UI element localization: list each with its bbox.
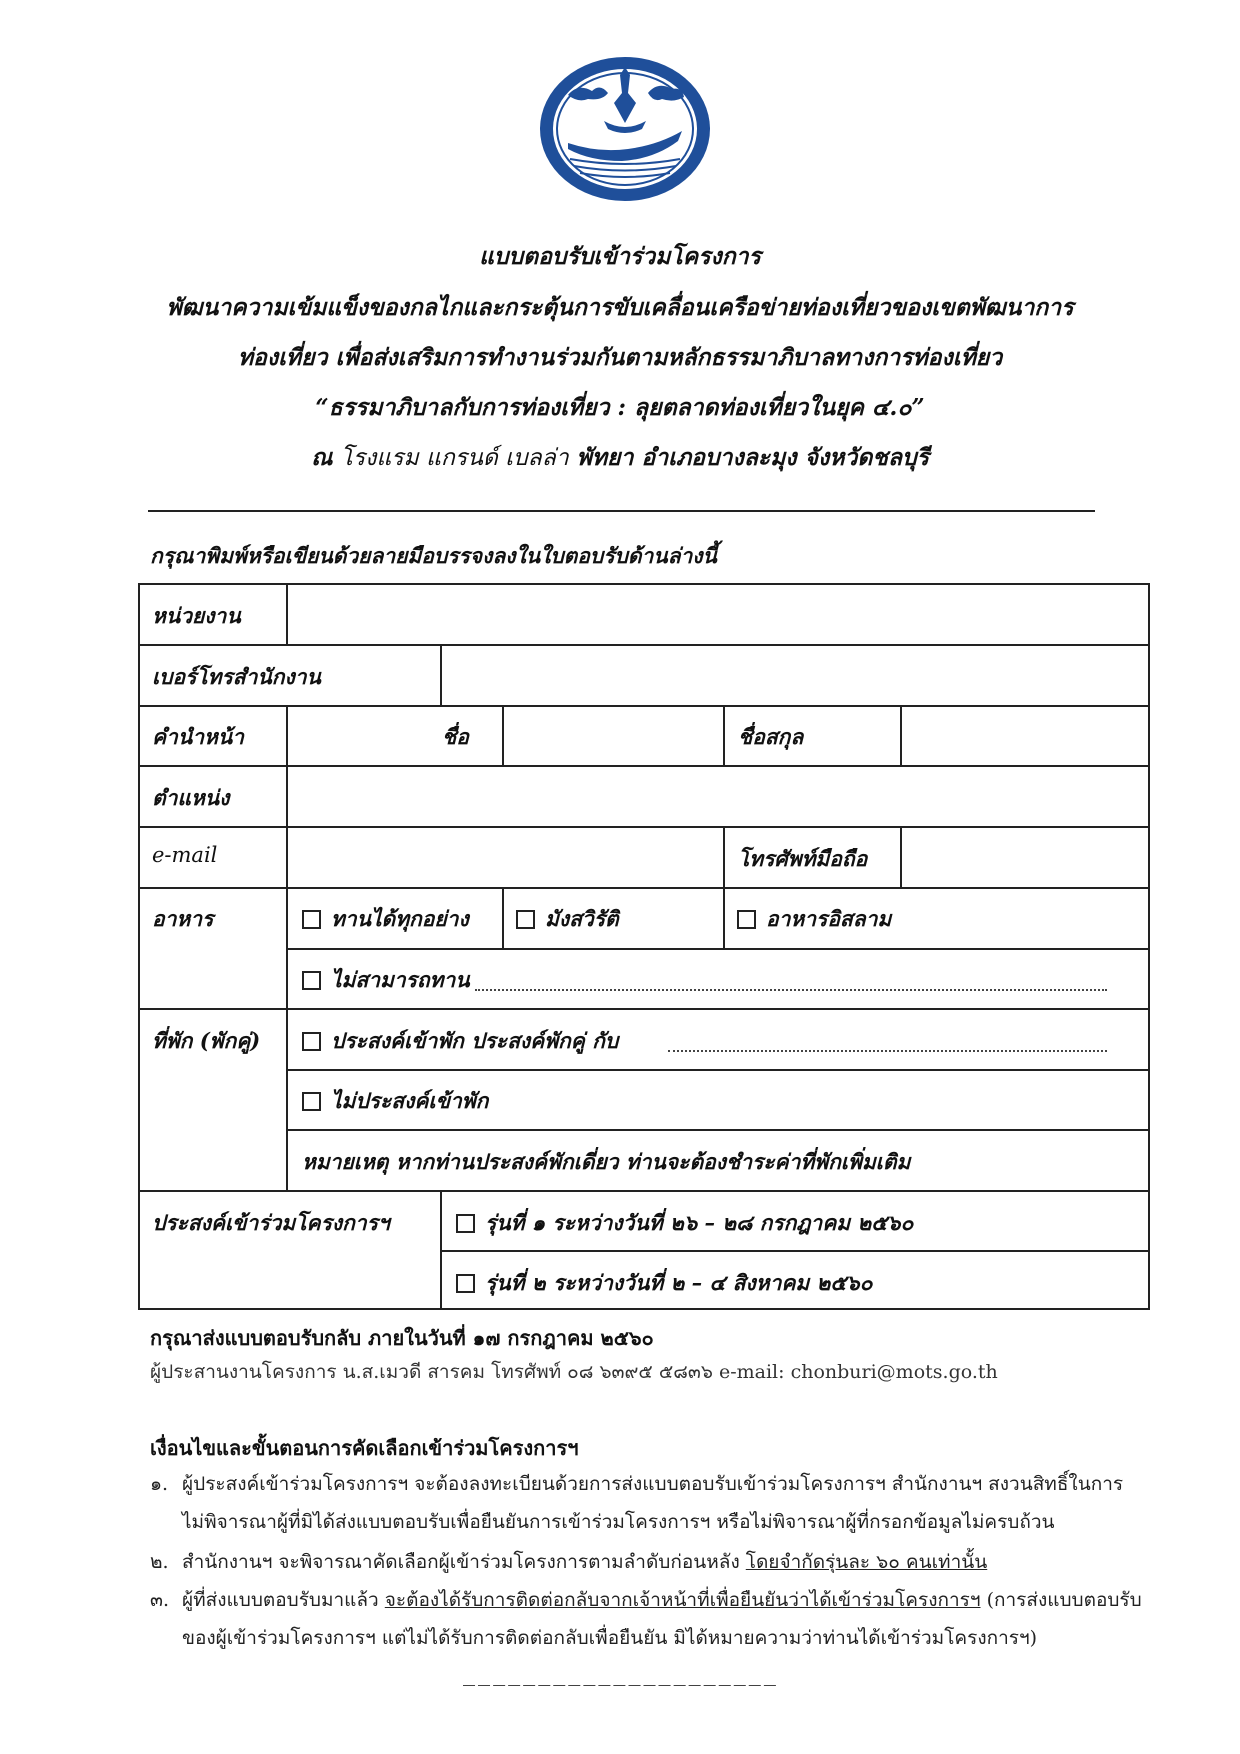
fill-instruction: กรุณาพิมพ์หรือเขียนด้วยลายมือบรรจงลงในใบตอบรับด้านล่างนี้ — [150, 543, 717, 568]
checkbox[interactable] — [302, 971, 321, 990]
checkbox[interactable] — [302, 1032, 321, 1051]
checkbox[interactable] — [302, 910, 321, 929]
form-title: แบบตอบรับเข้าร่วมโครงการ — [479, 243, 761, 270]
venue-prefix: ณ — [311, 444, 333, 471]
first-name-label: ชื่อ — [442, 724, 469, 749]
col-divider — [723, 826, 725, 887]
row-divider — [440, 1250, 1148, 1252]
ministry-seal-logo — [538, 55, 712, 203]
food-option-cannot-eat[interactable]: ไม่สามารถทาน — [302, 964, 470, 997]
end-of-document-mark: _____________________ — [463, 1662, 779, 1686]
checkbox[interactable] — [456, 1214, 475, 1233]
food-option-all[interactable]: ทานได้ทุกอย่าง — [302, 903, 469, 936]
row-divider — [286, 948, 1148, 950]
row-divider — [140, 887, 1148, 889]
row-divider — [286, 1129, 1148, 1131]
col-divider — [900, 705, 902, 765]
underlined-confirmation: จะต้องได้รับการติดต่อกลับจากเจ้าหน้าที่เพื่อยืนยันว่าได้เข้าร่วมโครงการฯ — [384, 1589, 981, 1611]
office-phone-label: เบอร์โทรสำนักงาน — [152, 664, 321, 689]
return-deadline: กรุณาส่งแบบตอบรับกลับ ภายในวันที่ ๑๗ กรกฎาคม ๒๕๖๐ — [150, 1326, 654, 1350]
last-name-label: ชื่อสกุล — [738, 724, 804, 749]
conditions-title: เงื่อนไขและขั้นตอนการคัดเลือกเข้าร่วมโครงการฯ — [150, 1436, 579, 1460]
email-field[interactable] — [290, 828, 721, 885]
mobile-label: โทรศัพท์มือถือ — [738, 846, 868, 871]
col-divider — [440, 644, 442, 705]
venue-line — [0, 433, 1240, 483]
coordinator-contact: ผู้ประสานงานโครงการ น.ส.เมวดี สารคม โทรศัพท์ ๐๘ ๖๓๙๕ ๕๘๓๖ e-mail: chonburi@mots.go.th — [150, 1361, 998, 1383]
col-divider — [286, 705, 288, 1190]
last-name-field[interactable] — [904, 707, 1146, 763]
position-field[interactable] — [290, 767, 1146, 824]
col-divider — [440, 1190, 442, 1308]
venue-location: พัทยา อำเภอบางละมุง จังหวัดชลบุรี — [576, 444, 929, 471]
col-divider — [900, 826, 902, 887]
agency-label: หน่วยงาน — [152, 603, 241, 628]
food-option-halal[interactable]: อาหารอิสลาม — [737, 903, 891, 936]
checkbox[interactable] — [302, 1092, 321, 1111]
row-divider — [140, 1008, 1148, 1010]
lodging-note: หมายเหตุ หากท่านประสงค์พักเดี่ยว ท่านจะต้องชำระค่าที่พักเพิ่มเติม — [302, 1149, 911, 1174]
lodging-option-stay[interactable]: ประสงค์เข้าพัก ประสงค์พักคู่ กับ — [302, 1025, 618, 1058]
col-divider — [502, 887, 504, 948]
project-title-line-2: พัฒนาความเข้มแข็งของกลไกและกระตุ้นการขับเคลื่อนเครือข่ายท่องเที่ยวของเขตพัฒนาการ — [166, 294, 1074, 321]
venue-name: โรงแรม แกรนด์ เบลล่า — [340, 445, 569, 471]
checkbox[interactable] — [516, 910, 535, 929]
first-name-field[interactable] — [506, 707, 721, 763]
cannot-eat-fill-line[interactable] — [475, 989, 1107, 991]
email-label: e-mail — [152, 843, 218, 867]
registration-form — [138, 583, 1150, 1310]
event-theme: “ธรรมาภิบาลกับการท่องเที่ยว : ลุยตลาดท่องเที่ยวในยุค ๔.๐” — [315, 394, 925, 421]
col-divider — [723, 705, 725, 765]
project-title-line-3: ท่องเที่ยว เพื่อส่งเสริมการทำงานร่วมกันตามหลักธรรมาภิบาลทางการท่องเที่ยว — [237, 344, 1003, 371]
header-divider — [148, 510, 1095, 512]
food-label: อาหาร — [152, 906, 214, 931]
checkbox[interactable] — [737, 910, 756, 929]
batch-option-2[interactable]: รุ่นที่ ๒ ระหว่างวันที่ ๒ – ๔ สิงหาคม ๒๕๖๐ — [456, 1267, 872, 1300]
position-label: ตำแหน่ง — [152, 785, 230, 810]
lodging-option-no-stay[interactable]: ไม่ประสงค์เข้าพัก — [302, 1085, 488, 1118]
underlined-limit: โดยจำกัดรุ่นละ ๖๐ คนเท่านั้น — [745, 1551, 988, 1573]
row-divider — [286, 1069, 1148, 1071]
food-option-vegetarian[interactable]: มังสวิรัติ — [516, 903, 619, 936]
col-divider — [286, 585, 288, 644]
prefix-field[interactable] — [290, 707, 500, 763]
agency-field[interactable] — [290, 587, 1146, 642]
condition-item: ๑. ผู้ประสงค์เข้าร่วมโครงการฯ จะต้องลงทะเบียนด้วยการส่งแบบตอบรับเข้าร่วมโครงการฯ สำนักงานฯ สงวนสิทธิ์ในการไม่พิจารณาผู้ที่มิได้ส่งแบบตอบรับเพื่อยืนยันการเข้าร่วมโครงการฯ หรือไม่พิจารณาผู้ที่กรอกข้อมูลไม่ครบถ้วน — [150, 1473, 1124, 1533]
col-divider — [723, 887, 725, 948]
roommate-fill-line[interactable] — [668, 1050, 1107, 1052]
checkbox[interactable] — [456, 1274, 475, 1293]
col-divider — [502, 705, 504, 765]
prefix-label: คำนำหน้า — [152, 724, 244, 749]
condition-item: ๒. สำนักงานฯ จะพิจารณาคัดเลือกผู้เข้าร่วมโครงการตามลำดับก่อนหลัง โดยจำกัดรุ่นละ ๖๐ คนเท่านั้น — [150, 1551, 988, 1573]
row-divider — [140, 1190, 1148, 1192]
office-phone-field[interactable] — [444, 646, 1146, 703]
lodging-label: ที่พัก (พักคู่) — [152, 1028, 261, 1053]
mobile-field[interactable] — [904, 828, 1146, 885]
join-label: ประสงค์เข้าร่วมโครงการฯ — [152, 1210, 390, 1235]
batch-option-1[interactable]: รุ่นที่ ๑ ระหว่างวันที่ ๒๖ – ๒๘ กรกฎาคม ๒๕๖๐ — [456, 1207, 913, 1240]
condition-item: ๓. ผู้ที่ส่งแบบตอบรับมาแล้ว จะต้องได้รับการติดต่อกลับจากเจ้าหน้าที่เพื่อยืนยันว่าได้เข้าร่วมโครงการฯ (การส่งแบบตอบรับของผู้เข้าร่วมโครงการฯ แต่ไม่ได้รับการติดต่อกลับเพื่อยืนยัน มิได้หมายความว่าท่านได้เข้าร่วมโครงการฯ) — [150, 1589, 1142, 1649]
